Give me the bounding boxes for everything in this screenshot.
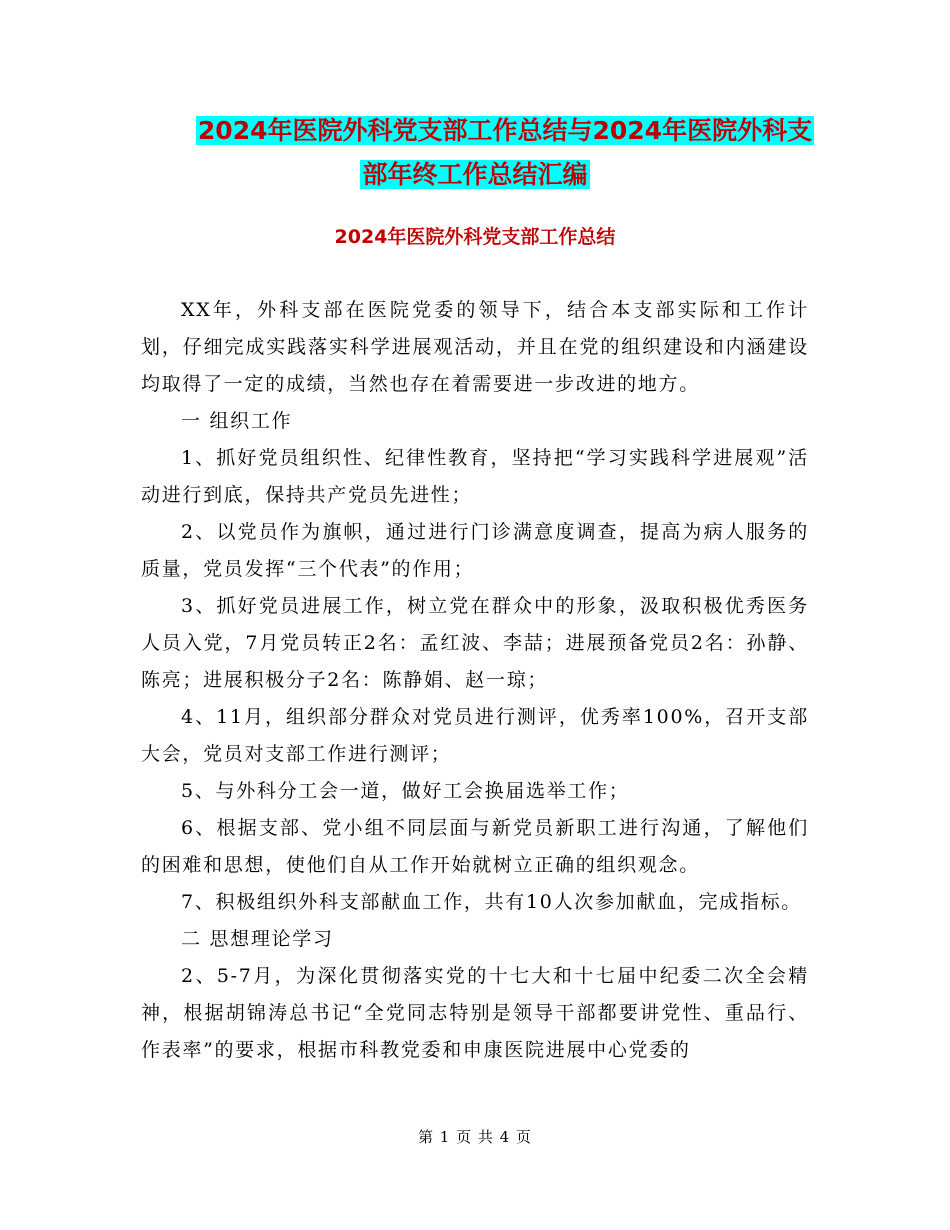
paragraph: 二 思想理论学习 xyxy=(181,928,334,950)
page-footer: 第 1 页 共 4 页 xyxy=(418,1128,532,1146)
paragraph: 6、根据支部、党小组不同层面与新党员新职工进行沟通，了解他们的困难和思想，使他们自从工作开始就树立正确的组织观念。 xyxy=(141,817,809,876)
section-title: 2024年医院外科党支部工作总结 xyxy=(334,226,616,248)
paragraph: 4、11月，组织部分群众对党员进行测评，优秀率100%，召开支部大会，党员对支部工作进行测评； xyxy=(141,706,809,765)
paragraph: 3、抓好党员进展工作，树立党在群众中的形象，汲取积极优秀医务人员入党，7月党员转正2名：孟红波、李喆；进展预备党员2名：孙静、陈亮；进展积极分子2名：陈静娟、赵一琼； xyxy=(141,595,809,691)
document-title-line-2 xyxy=(0,152,950,198)
document-title-line-1 xyxy=(30,108,950,154)
document-body xyxy=(141,292,809,1069)
paragraph: 5、与外科分工会一道，做好工会换届选举工作； xyxy=(181,780,630,802)
paragraph: 2、5-7月，为深化贯彻落实党的十七大和十七届中纪委二次全会精神，根据胡锦涛总书记“全党同志特别是领导干部都要讲党性、重品行、作表率”的要求，根据市科教党委和申康医院进展中心党委的 xyxy=(141,965,809,1061)
document-title-text-2: 部年终工作总结汇编 xyxy=(362,160,588,189)
paragraph: 7、积极组织外科支部献血工作，共有10人次参加献血，完成指标。 xyxy=(181,891,802,913)
paragraph: 2、以党员作为旗帜，通过进行门诊满意度调查，提高为病人服务的质量，党员发挥“三个代表”的作用； xyxy=(141,521,809,580)
paragraph: 1、抓好党员组织性、纪律性教育，坚持把“学习实践科学进展观”活动进行到底，保持共产党员先进性； xyxy=(141,447,809,506)
document-title-text-1: 2024年医院外科党支部工作总结与2024年医院外科支 xyxy=(197,116,813,145)
paragraph: 一 组织工作 xyxy=(181,410,293,432)
paragraph: XX年，外科支部在医院党委的领导下，结合本支部实际和工作计划，仔细完成实践落实科学进展观活动，并且在党的组织建设和内涵建设均取得了一定的成绩，当然也存在着需要进一步改进的地方。 xyxy=(141,299,809,395)
